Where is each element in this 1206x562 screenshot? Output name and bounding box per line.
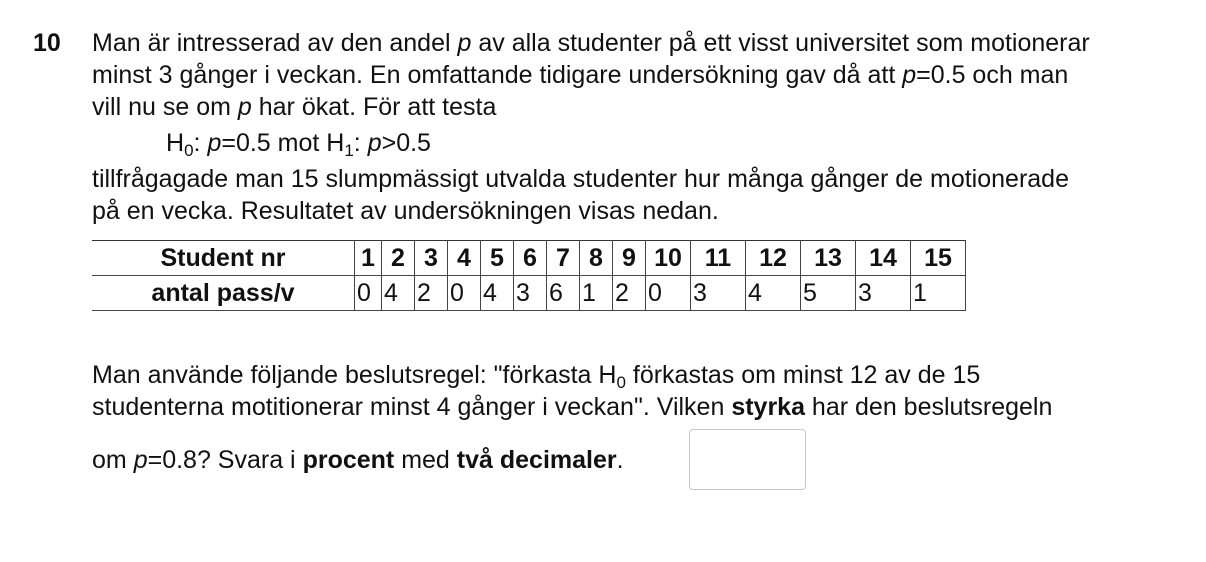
text: : bbox=[193, 129, 208, 157]
student-number-cell: 2 bbox=[382, 241, 415, 276]
text: =0.5 mot bbox=[221, 129, 327, 157]
text: vill nu se om bbox=[92, 93, 238, 121]
student-number-cell: 9 bbox=[613, 241, 646, 276]
student-number-cell: 15 bbox=[911, 241, 966, 276]
answer-prompt bbox=[92, 444, 624, 476]
count-cell: 6 bbox=[547, 276, 580, 311]
h0-subscript: 0 bbox=[184, 141, 194, 160]
table-row-header-student: Student nr bbox=[92, 241, 355, 276]
student-number-cell: 6 bbox=[514, 241, 547, 276]
text: =0.5 och man bbox=[916, 61, 1069, 89]
text: Man använde följande beslutsregel: "förkasta H bbox=[92, 361, 617, 389]
text: har ökat. För att testa bbox=[251, 93, 497, 121]
text: med bbox=[394, 446, 457, 474]
student-number-cell: 14 bbox=[856, 241, 911, 276]
student-number-cell: 7 bbox=[547, 241, 580, 276]
rule-line-2 bbox=[92, 391, 1192, 423]
description-line-1: tillfrågagade man 15 slumpmässigt utvalda studenter hur många gånger de motionerade bbox=[92, 165, 1069, 193]
student-number-cell: 3 bbox=[415, 241, 448, 276]
text: studenterna motitionerar minst 4 gånger i veckan". Vilken bbox=[92, 393, 732, 421]
count-cell: 3 bbox=[691, 276, 746, 311]
student-number-cell: 13 bbox=[801, 241, 856, 276]
h0-label: H bbox=[166, 129, 185, 157]
count-cell: 2 bbox=[415, 276, 448, 311]
count-cell: 2 bbox=[613, 276, 646, 311]
intro-line-2 bbox=[92, 59, 1192, 91]
intro-line-3 bbox=[92, 91, 1192, 123]
h1-label: H bbox=[326, 129, 345, 157]
count-cell: 0 bbox=[646, 276, 691, 311]
text: =0.8? Svara i bbox=[147, 446, 303, 474]
table-values-row bbox=[92, 276, 966, 311]
var-p: p bbox=[133, 446, 148, 474]
h1-subscript: 1 bbox=[344, 141, 354, 160]
count-cell: 4 bbox=[382, 276, 415, 311]
intro-line-1 bbox=[92, 27, 1192, 59]
text: av alla studenter på ett visst universitet som motionerar bbox=[471, 29, 1090, 57]
text: förkastas om minst 12 av de 15 bbox=[625, 361, 981, 389]
student-number-cell: 10 bbox=[646, 241, 691, 276]
text: om bbox=[92, 446, 134, 474]
decision-rule bbox=[92, 359, 1192, 423]
student-number-cell: 1 bbox=[355, 241, 382, 276]
var-p: p bbox=[902, 61, 917, 89]
answer-input[interactable] bbox=[689, 429, 806, 490]
text: minst 3 gånger i veckan. En omfattande tidigare undersökning gav då att bbox=[92, 61, 903, 89]
student-number-cell: 4 bbox=[448, 241, 481, 276]
data-table bbox=[92, 240, 966, 311]
student-number-cell: 8 bbox=[580, 241, 613, 276]
count-cell: 4 bbox=[481, 276, 514, 311]
count-cell: 4 bbox=[746, 276, 801, 311]
count-cell: 1 bbox=[580, 276, 613, 311]
text: : bbox=[353, 129, 368, 157]
count-cell: 3 bbox=[514, 276, 547, 311]
student-number-cell: 11 bbox=[691, 241, 746, 276]
h0-subscript: 0 bbox=[616, 373, 626, 392]
text: har den beslutsregeln bbox=[804, 393, 1053, 421]
var-p: p bbox=[367, 129, 382, 157]
rule-line-1 bbox=[92, 359, 1192, 391]
student-number-cell: 5 bbox=[481, 241, 514, 276]
count-cell: 5 bbox=[801, 276, 856, 311]
bold-text: procent bbox=[302, 446, 395, 474]
var-p: p bbox=[457, 29, 472, 57]
question-text bbox=[92, 27, 1192, 227]
description-line-2: på en vecka. Resultatet av undersökningen visas nedan. bbox=[92, 197, 719, 225]
count-cell: 3 bbox=[856, 276, 911, 311]
question-number: 10 bbox=[33, 29, 61, 57]
var-p: p bbox=[237, 93, 252, 121]
count-cell: 0 bbox=[355, 276, 382, 311]
count-cell: 0 bbox=[448, 276, 481, 311]
table-header-row bbox=[92, 241, 966, 276]
hypothesis-line bbox=[166, 127, 1192, 159]
text: . bbox=[616, 446, 624, 474]
student-number-cell: 12 bbox=[746, 241, 801, 276]
count-cell: 1 bbox=[911, 276, 966, 311]
table-row-header-count: antal pass/v bbox=[92, 276, 355, 311]
bold-text: styrka bbox=[731, 393, 805, 421]
text: >0.5 bbox=[381, 129, 431, 157]
text: Man är intresserad av den andel bbox=[92, 29, 458, 57]
bold-text: två decimaler bbox=[456, 446, 617, 474]
var-p: p bbox=[207, 129, 222, 157]
